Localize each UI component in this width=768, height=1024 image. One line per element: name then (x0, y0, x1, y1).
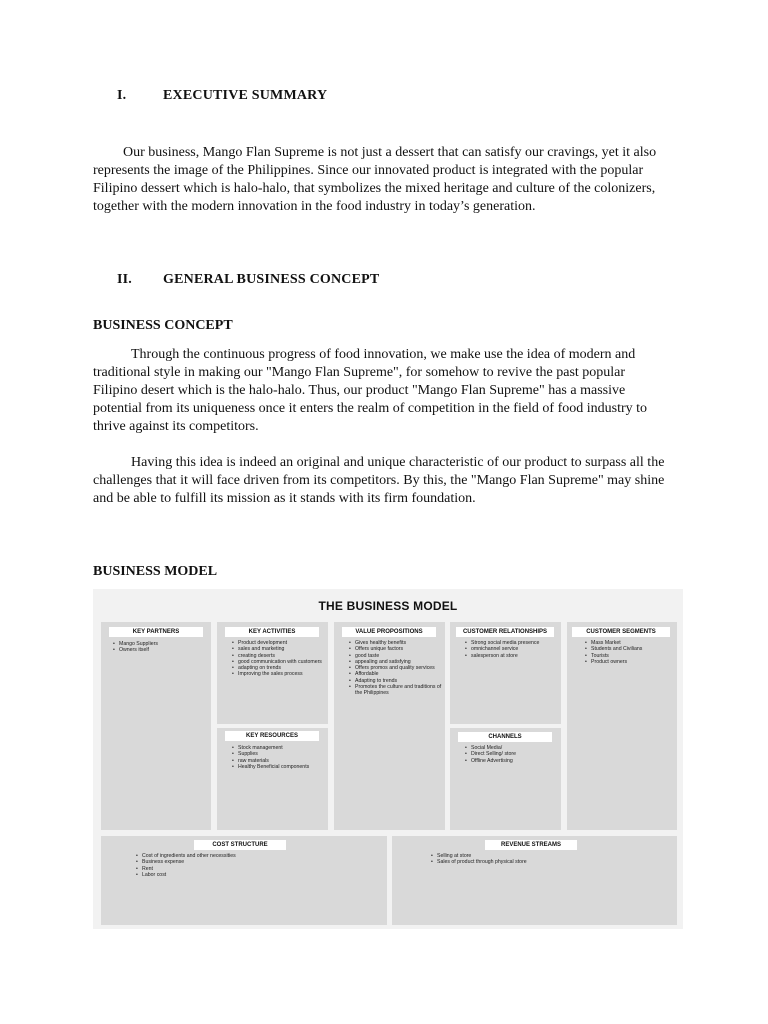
list-item: • Offers unique factors (355, 646, 447, 652)
list-item: • Stock management (238, 745, 328, 751)
customer-relationships-cell (450, 622, 561, 724)
list-item: • Tourists (591, 653, 679, 659)
list-item: • Strong social media presence (471, 640, 559, 646)
channels-cell (450, 728, 561, 830)
list-item: • omnichannel service (471, 646, 559, 652)
key-activities-label: KEY ACTIVITIES (225, 627, 319, 637)
list-item: • appealing and satisfying (355, 659, 447, 665)
revenue-streams-label: REVENUE STREAMS (485, 840, 577, 850)
list-item: • creating deserts (238, 653, 328, 659)
list-item: • Owners itself (119, 647, 158, 653)
customer-segments-label: CUSTOMER SEGMENTS (572, 627, 670, 637)
list-item: • Rent (142, 866, 352, 872)
cost-structure-list (134, 853, 352, 878)
value-propositions-list (347, 640, 447, 697)
business-concept-paragraph-2: Having this idea is indeed an original and unique characteristic of our product to surpass all the challenges that it will face driven from its competitors. By this, the "Mango Flan Supreme" may shine and be able to fulfill its mission as it stands with its firm foundation. (93, 455, 665, 506)
list-item: • Mass Market (591, 640, 679, 646)
section-heading-general-business-concept (117, 272, 379, 288)
list-item: • Mango Suppliers (119, 641, 158, 647)
list-item: • Promotes the culture and traditions of the Philippines (355, 684, 447, 697)
list-item: • Students and Civilians (591, 646, 679, 652)
customer-relationships-label: CUSTOMER RELATIONSHIPS (456, 627, 554, 637)
list-item: • Business expense (142, 859, 352, 865)
business-concept-heading: BUSINESS CONCEPT (93, 318, 233, 333)
key-resources-label: KEY RESOURCES (225, 731, 319, 741)
value-propositions-label: VALUE PROPOSITIONS (342, 627, 436, 637)
business-concept-paragraph-1: Through the continuous progress of food innovation, we make use the idea of modern and traditional style in making our "Mango Flan Supreme", for somehow to revive the past popular Filipino desert which is the halo-halo. Thus, our product "Mango Flan Supreme" has a massive potential from its uniqueness once it enters the realm of competition in the field of food industry to thrive against its competitors. (93, 347, 648, 434)
channels-list (463, 745, 561, 764)
canvas-title: THE BUSINESS MODEL (318, 599, 458, 613)
business-model-heading: BUSINESS MODEL (93, 564, 218, 579)
section-title: EXECUTIVE SUMMARY (163, 88, 328, 103)
key-activities-list (230, 640, 328, 678)
list-item: • Cost of ingredients and other necessities (142, 853, 352, 859)
list-item: • Product owners (591, 659, 679, 665)
section-number: I. (117, 88, 127, 103)
list-item: • Offline Advertising (471, 758, 561, 764)
list-item: • adapting on trends (238, 665, 328, 671)
revenue-streams-list (429, 853, 647, 866)
executive-summary-paragraph: Our business, Mango Flan Supreme is not just a dessert that can satisfy our cravings, yet it also represents the image of the Philippines. Since our innovated product is integrated with the popular Filipino dessert which is halo-halo, that symbolizes the mixed heritage and culture of the colonizers, together with the modern innovation in the food industry in today’s generation. (93, 145, 657, 214)
list-item: • Supplies (238, 751, 328, 757)
list-item: • salesperson at store (471, 653, 559, 659)
channels-label: CHANNELS (458, 732, 552, 742)
key-resources-cell (217, 728, 328, 830)
business-model-canvas (93, 589, 683, 929)
cost-structure-label: COST STRUCTURE (194, 840, 286, 850)
key-partners-cell (101, 622, 211, 830)
list-item: • Healthy Beneficial components (238, 764, 328, 770)
list-item: • Offers promos and quality services (355, 665, 447, 671)
key-partners-label: KEY PARTNERS (109, 627, 203, 637)
value-propositions-cell (334, 622, 445, 830)
key-partners-list (111, 641, 158, 654)
list-item: • good communication with customers (238, 659, 328, 665)
customer-segments-cell (567, 622, 677, 830)
list-item: • Improving the sales process (238, 671, 328, 677)
customer-segments-list (583, 640, 679, 665)
list-item: • Labor cost (142, 872, 352, 878)
list-item: • Gives healthy benefits (355, 640, 447, 646)
key-activities-cell (217, 622, 328, 724)
cost-structure-cell (101, 836, 387, 925)
list-item: • raw materials (238, 758, 328, 764)
customer-relationships-list (463, 640, 559, 659)
section-title: GENERAL BUSINESS CONCEPT (163, 272, 380, 287)
list-item: • Sales of product through physical store (437, 859, 647, 865)
revenue-streams-cell (392, 836, 677, 925)
list-item: • Selling at store (437, 853, 647, 859)
list-item: • Adapting to trends (355, 678, 447, 684)
list-item: • sales and marketing (238, 646, 328, 652)
section-number: II. (117, 272, 132, 287)
list-item: • Product development (238, 640, 328, 646)
list-item: • Social Media/ (471, 745, 561, 751)
list-item: • Direct Selling/ store (471, 751, 561, 757)
key-resources-list (230, 745, 328, 770)
section-heading-executive-summary (117, 88, 327, 104)
list-item: • Affordable (355, 671, 447, 677)
list-item: • good taste (355, 653, 447, 659)
